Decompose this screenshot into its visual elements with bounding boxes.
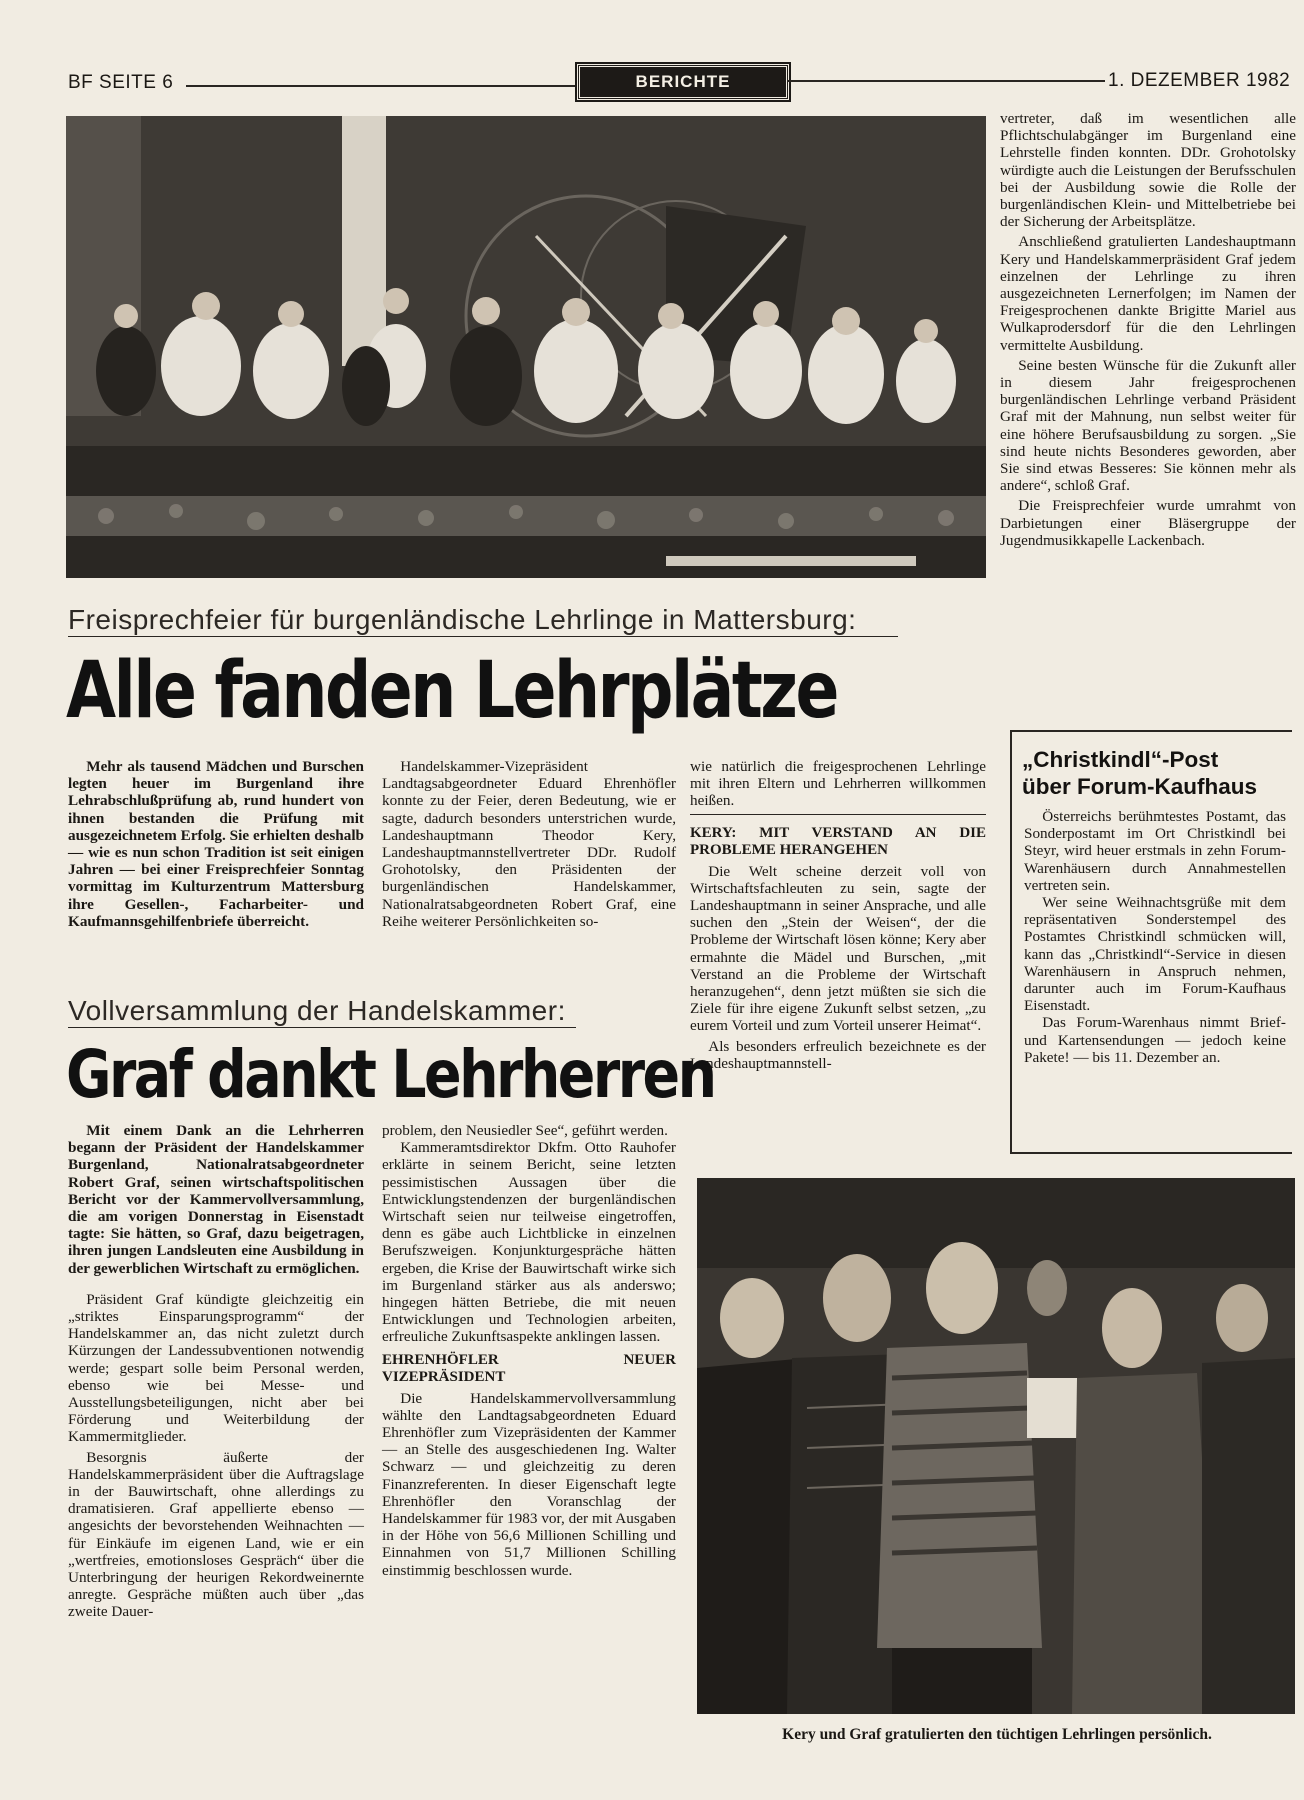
article2-column-1 <box>68 1122 364 1621</box>
article2-p2: Präsident Graf kündigte gleichzeitig ein „striktes Einsparungsprogramm“ der Handelskammer an, das nicht zuletzt durch Kürzungen der Landessubventionen notwendig werde; gespart solle beim Personal werden, ebenso wie bei Messe- und Ausstellungsbeteiligungen, nicht aber bei Förderung und Weiterbildung der Kammermitglieder. <box>68 1290 364 1446</box>
article1-kicker-underline <box>68 636 898 637</box>
article1-col3-p1: wie natürlich die freigesprochenen Lehrlinge mit ihren Eltern und Lehrherren willkommen heißen. <box>690 758 986 810</box>
article1-col4-p3: Seine besten Wünsche für die Zukunft aller in diesem Jahr freigesprochenen burgenländischen Lehrlinge verband Präsident Graf mit der Mahnung, nun selbst weiter für eine höhere Berufsausbildung zu sorgen. „Sie sind heute nichts Besonderes geworden, aber Sie sind etwas Besseres: Sie können mehr als andere“, schloß Graf. <box>1000 356 1296 495</box>
article1-column-3 <box>690 758 986 1072</box>
christkindl-body <box>1024 808 1286 1066</box>
issue-date: 1. DEZEMBER 1982 <box>1108 70 1291 91</box>
article1-column-2 <box>382 758 676 930</box>
article2-subhead-ehrenhoefler: EHRENHÖFLER NEUER VIZEPRÄSIDENT <box>382 1351 676 1385</box>
christkindl-title-line-1: „Christkindl“-Post <box>1022 747 1219 772</box>
article1-col4-p1: vertreter, daß im wesentlichen alle Pflichtschulabgänger im Burgenland eine Lehrstelle finden konnten. DDr. Grohotolsky würdigte auch die Leistungen der Berufsschulen bei der Ausbildung sowie die Rolle der burgenländischen Klein- und Mittelbetriebe bei der Sicherung der Arbeitsplätze. <box>1000 110 1296 231</box>
header-rule-right <box>787 80 1105 82</box>
article2-col2-p3: Die Handelskammervollversammlung wählte den Landtagsabgeordneten Eduard Ehrenhöfler zum Vizepräsidenten der Kammer — an Stelle des ausgeschiedenen Ing. Walter Schwarz — und gleichzeitig zu deren Finanzreferenten. In dieser Eigenschaft legte Ehrenhöfler den Voranschlag der Handelskammer für 1983 vor, der mit Ausgaben in der Höhe von 56,6 Millionen Schilling und Einnahmen von 51,7 Millionen Schilling einstimmig beschlossen wurde. <box>382 1389 676 1579</box>
christkindl-p3: Das Forum-Warenhaus nimmt Brief- und Kartensendungen — jedoch keine Pakete! — bis 11. Dezember an. <box>1024 1014 1286 1066</box>
article1-col3-p2: Die Welt scheine derzeit voll von Wirtschaftsfachleuten zu sein, sagte der Landeshauptmann in seiner Ansprache, und alle suchen den „Stein der Weisen“, der die Probleme der Wirtschaft lösen könne; Kery aber ermahnte die Mädel und Burschen, „mit Verstand an die Probleme der Wirtschaft heranzugehen“, denn jetzt müßten sie sich die Ziele für ihre eigene Zukunft selbst setzen, „zu eurem Vorteil und zum Vorteil unserer Heimat“. <box>690 862 986 1035</box>
photo-caption: Kery und Graf gratulierten den tüchtigen Lehrlingen persönlich. <box>782 1726 1212 1743</box>
article1-lead <box>68 758 364 930</box>
christkindl-p1: Österreichs berühmtestes Postamt, das Sonderpostamt im Ort Christkindl bei Steyr, wird heuer erstmals in zehn Forum-Warenhäusern durch Annahmestellen vertreten sein. <box>1024 808 1286 894</box>
article2-kicker-underline <box>68 1027 576 1028</box>
article1-subhead-kery: KERY: MIT VERSTAND AN DIE PROBLEME HERANGEHEN <box>690 824 986 858</box>
article1-headline: Alle fanden Lehrplätze <box>66 646 837 736</box>
article2-col2-p2: Kammeramtsdirektor Dkfm. Otto Rauhofer erklärte in seinem Bericht, seine letzten pessimistischen Aussagen über die Entwicklungstendenzen der burgenländischen Wirtschaft seien nur teilweise eingetroffen, denn es gäbe auch Lichtblicke in einzelnen Berufszweigen. Konjunkturgespräche hätten ergeben, die Krise der Bauwirtschaft wirke sich im Burgenland stärker aus als anderswo; hingegen hätten Betriebe, die mit neuen Entwicklungen und Technologien arbeiten, erfreuliche Zukunftsaspekte anklingen lassen. <box>382 1139 676 1346</box>
article2-column-2 <box>382 1122 676 1579</box>
article2-p3: Besorgnis äußerte der Handelskammerpräsident über die Auftragslage in der Bauwirtschaft, ohne allerdings zu dramatisieren. Graf appellierte ebenso — angesichts der bevorstehenden Weihnachten — für Einkäufe im eigenen Land, wie er ein „wertfreies, emotionsloses Gespräch“ über die Unterbringung der heurigen Rekordweinernte anregte. Gespräche müßten auch über „das zweite Dauer- <box>68 1448 364 1621</box>
christkindl-p2: Wer seine Weihnachtsgrüße mit dem repräsentativen Sonderstempel des Postamtes Christkindl schmücken will, kann das „Christkindl“-Service in diesen Warenhäusern in Anspruch nehmen, darunter auch im Forum-Kaufhaus Eisenstadt. <box>1024 894 1286 1015</box>
article2-col2-p1: problem, den Neusiedler See“, geführt werden. <box>382 1122 668 1139</box>
article1-column-4 <box>1000 110 1296 549</box>
christkindl-title-line-2: über Forum-Kaufhaus <box>1022 774 1258 799</box>
article2-headline: Graf dankt Lehrherren <box>66 1036 715 1113</box>
article1-lead-text: Mehr als tausend Mädchen und Burschen legten heuer im Burgenland ihre Lehrabschlußprüfung ab, rund hundert von ihnen bestanden die Prüfung mit ausgezeichnetem Erfolg. Sie erhielten deshalb — wie es nun schon Tradition ist seit einigen Jahren — bei einer Freisprechfeier Sonntag vormittag im Kulturzentrum Mattersburg ihre Gesellen-, Facharbeiter- und Kaufmannsgehilfenbriefe überreicht. <box>68 758 364 930</box>
christkindl-box <box>1010 730 1292 1154</box>
article1-kicker: Freisprechfeier für burgenländische Lehrlinge in Mattersburg: <box>68 604 857 635</box>
header-rule-left <box>186 85 576 87</box>
article2-lead: Mit einem Dank an die Lehrherren begann der Präsident der Handelskammer Burgenland, Nationalratsabgeordneter Robert Graf, seinen wirtschaftspolitischen Bericht vor der Kammervollversammlung, die am vorigen Donnerstag in Eisenstadt tagte: Sie hätten, so Graf, dazu beigetragen, ihren jungen Landsleuten eine Ausbildung in der gewerblichen Wirtschaft zu ermöglichen. <box>68 1122 364 1277</box>
article2-kicker: Vollversammlung der Handelskammer: <box>68 995 566 1026</box>
section-label: BERICHTE <box>577 64 789 100</box>
article1-col4-p4: Die Freisprechfeier wurde umrahmt von Darbietungen einer Bläsergruppe der Jugendmusikkapelle Lackenbach. <box>1000 497 1296 549</box>
article1-col3-rule <box>690 814 986 815</box>
article1-col4-p2: Anschließend gratulierten Landeshauptmann Kery und Handelskammerpräsident Graf jedem einzelnen der Lehrlinge zu ihren ausgezeichneten Lernerfolgen; im Namen der Freigesprochenen dankte Brigitte Mariel aus Wulkaprodersdorf für die den Lehrlingen vermittelte Ausbildung. <box>1000 233 1296 354</box>
article1-col3-p3: Als besonders erfreulich bezeichnete es der Landeshauptmannstell- <box>690 1037 986 1072</box>
page-number: BF SEITE 6 <box>68 72 174 93</box>
christkindl-box-title <box>1022 746 1292 800</box>
photo-apprentices-stage <box>66 116 986 578</box>
article1-col2-text: Handelskammer-Vizepräsident Landtagsabgeordneter Eduard Ehrenhöfler konnte zu der Feier, deren Bedeutung, wie er sagte, dadurch besonders unterstrichen wurde, Landeshauptmann Theodor Kery, Landeshauptmannstellvertreter DDr. Rudolf Grohotolsky, den Präsidenten der burgenländischen Handelskammer, Nationalratsabgeordneten Robert Graf, eine Reihe weiterer Persönlichkeiten so- <box>382 758 676 930</box>
photo-congratulations <box>697 1178 1295 1714</box>
